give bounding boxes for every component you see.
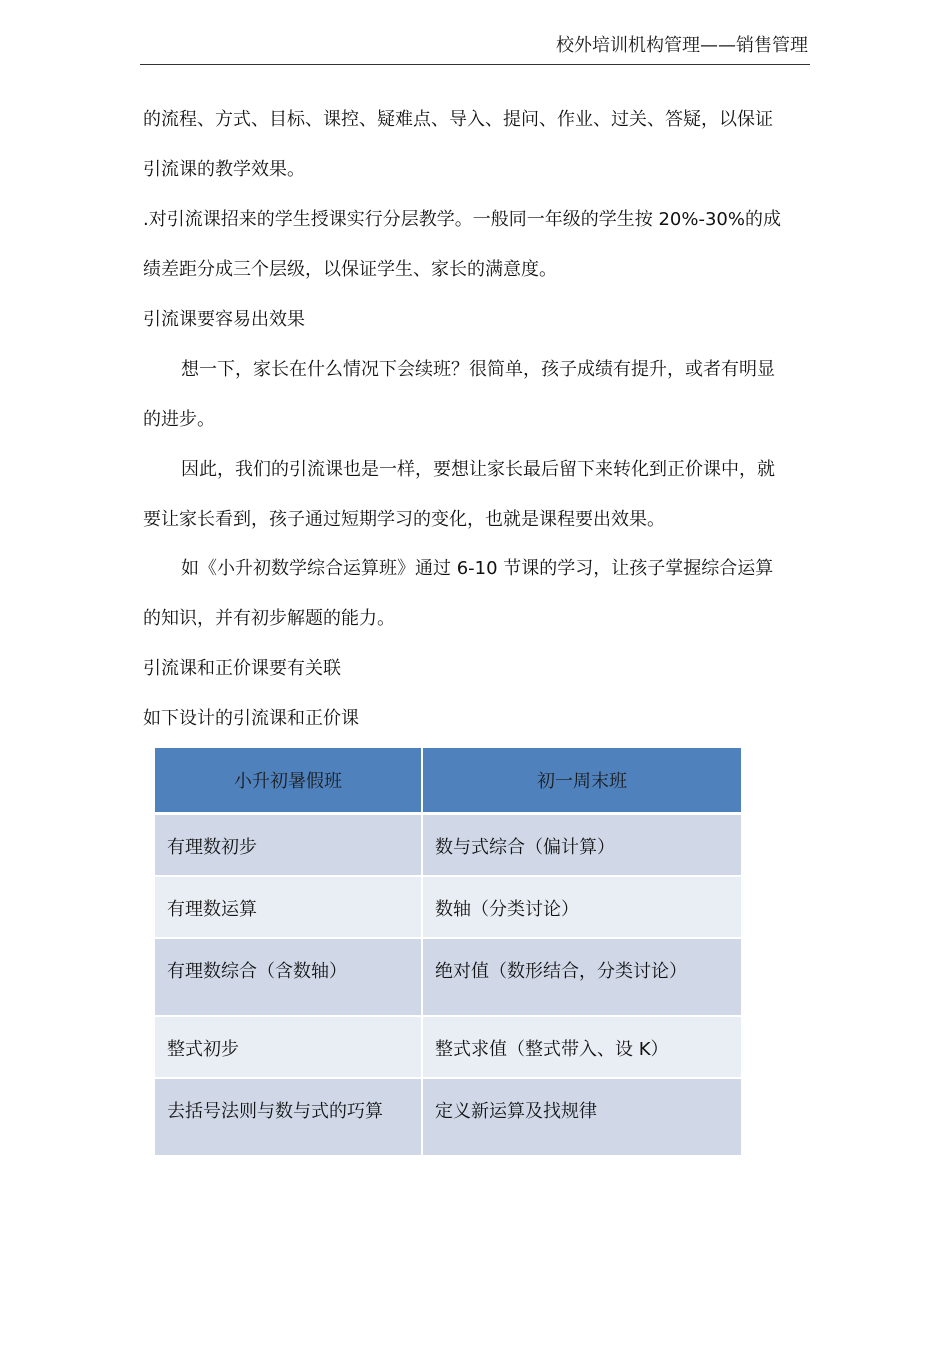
paragraph-line: 要让家长看到，孩子通过短期学习的变化，也就是课程要出效果。 xyxy=(143,509,665,530)
table-cell: 整式求值（整式带入、设 K） xyxy=(422,1016,742,1078)
table-row xyxy=(154,938,742,1016)
table-cell: 有理数综合（含数轴） xyxy=(154,938,422,1016)
section-heading: 引流课要容易出效果 xyxy=(143,309,305,330)
paragraph-line: 因此，我们的引流课也是一样，要想让家长最后留下来转化到正价课中，就 xyxy=(181,459,775,480)
paragraph-line: 的进步。 xyxy=(143,409,215,430)
table-row xyxy=(154,1078,742,1156)
table-row xyxy=(154,876,742,938)
paragraph-line: 引流课的教学效果。 xyxy=(143,159,305,180)
paragraph-line: 如《小升初数学综合运算班》通过 6-10 节课的学习，让孩子掌握综合运算 xyxy=(181,558,774,579)
table-cell: 定义新运算及找规律 xyxy=(422,1078,742,1156)
paragraph-line: .对引流课招来的学生授课实行分层教学。一般同一年级的学生按 20%-30%的成 xyxy=(143,209,781,230)
paragraph-line: 如下设计的引流课和正价课 xyxy=(143,708,359,729)
table-cell: 有理数运算 xyxy=(154,876,422,938)
table-row xyxy=(154,1016,742,1078)
paragraph-line: 绩差距分成三个层级，以保证学生、家长的满意度。 xyxy=(143,259,557,280)
table-cell: 去括号法则与数与式的巧算 xyxy=(154,1078,422,1156)
header-title: 校外培训机构管理——销售管理 xyxy=(556,35,808,56)
table-cell: 整式初步 xyxy=(154,1016,422,1078)
table-header-cell: 初一周末班 xyxy=(422,747,742,814)
table-cell: 数轴（分类讨论） xyxy=(422,876,742,938)
table-header-cell: 小升初暑假班 xyxy=(154,747,422,814)
section-heading: 引流课和正价课要有关联 xyxy=(143,658,341,679)
course-table xyxy=(153,746,743,1157)
table-row xyxy=(154,814,742,876)
paragraph-line: 的流程、方式、目标、课控、疑难点、导入、提问、作业、过关、答疑，以保证 xyxy=(143,109,773,130)
page-header xyxy=(140,28,810,65)
table-cell: 数与式综合（偏计算） xyxy=(422,814,742,876)
table-header-row xyxy=(154,747,742,814)
paragraph-line: 的知识，并有初步解题的能力。 xyxy=(143,608,395,629)
table-cell: 绝对值（数形结合，分类讨论） xyxy=(422,938,742,1016)
paragraph-line: 想一下，家长在什么情况下会续班？很简单，孩子成绩有提升，或者有明显 xyxy=(181,359,775,380)
table-cell: 有理数初步 xyxy=(154,814,422,876)
